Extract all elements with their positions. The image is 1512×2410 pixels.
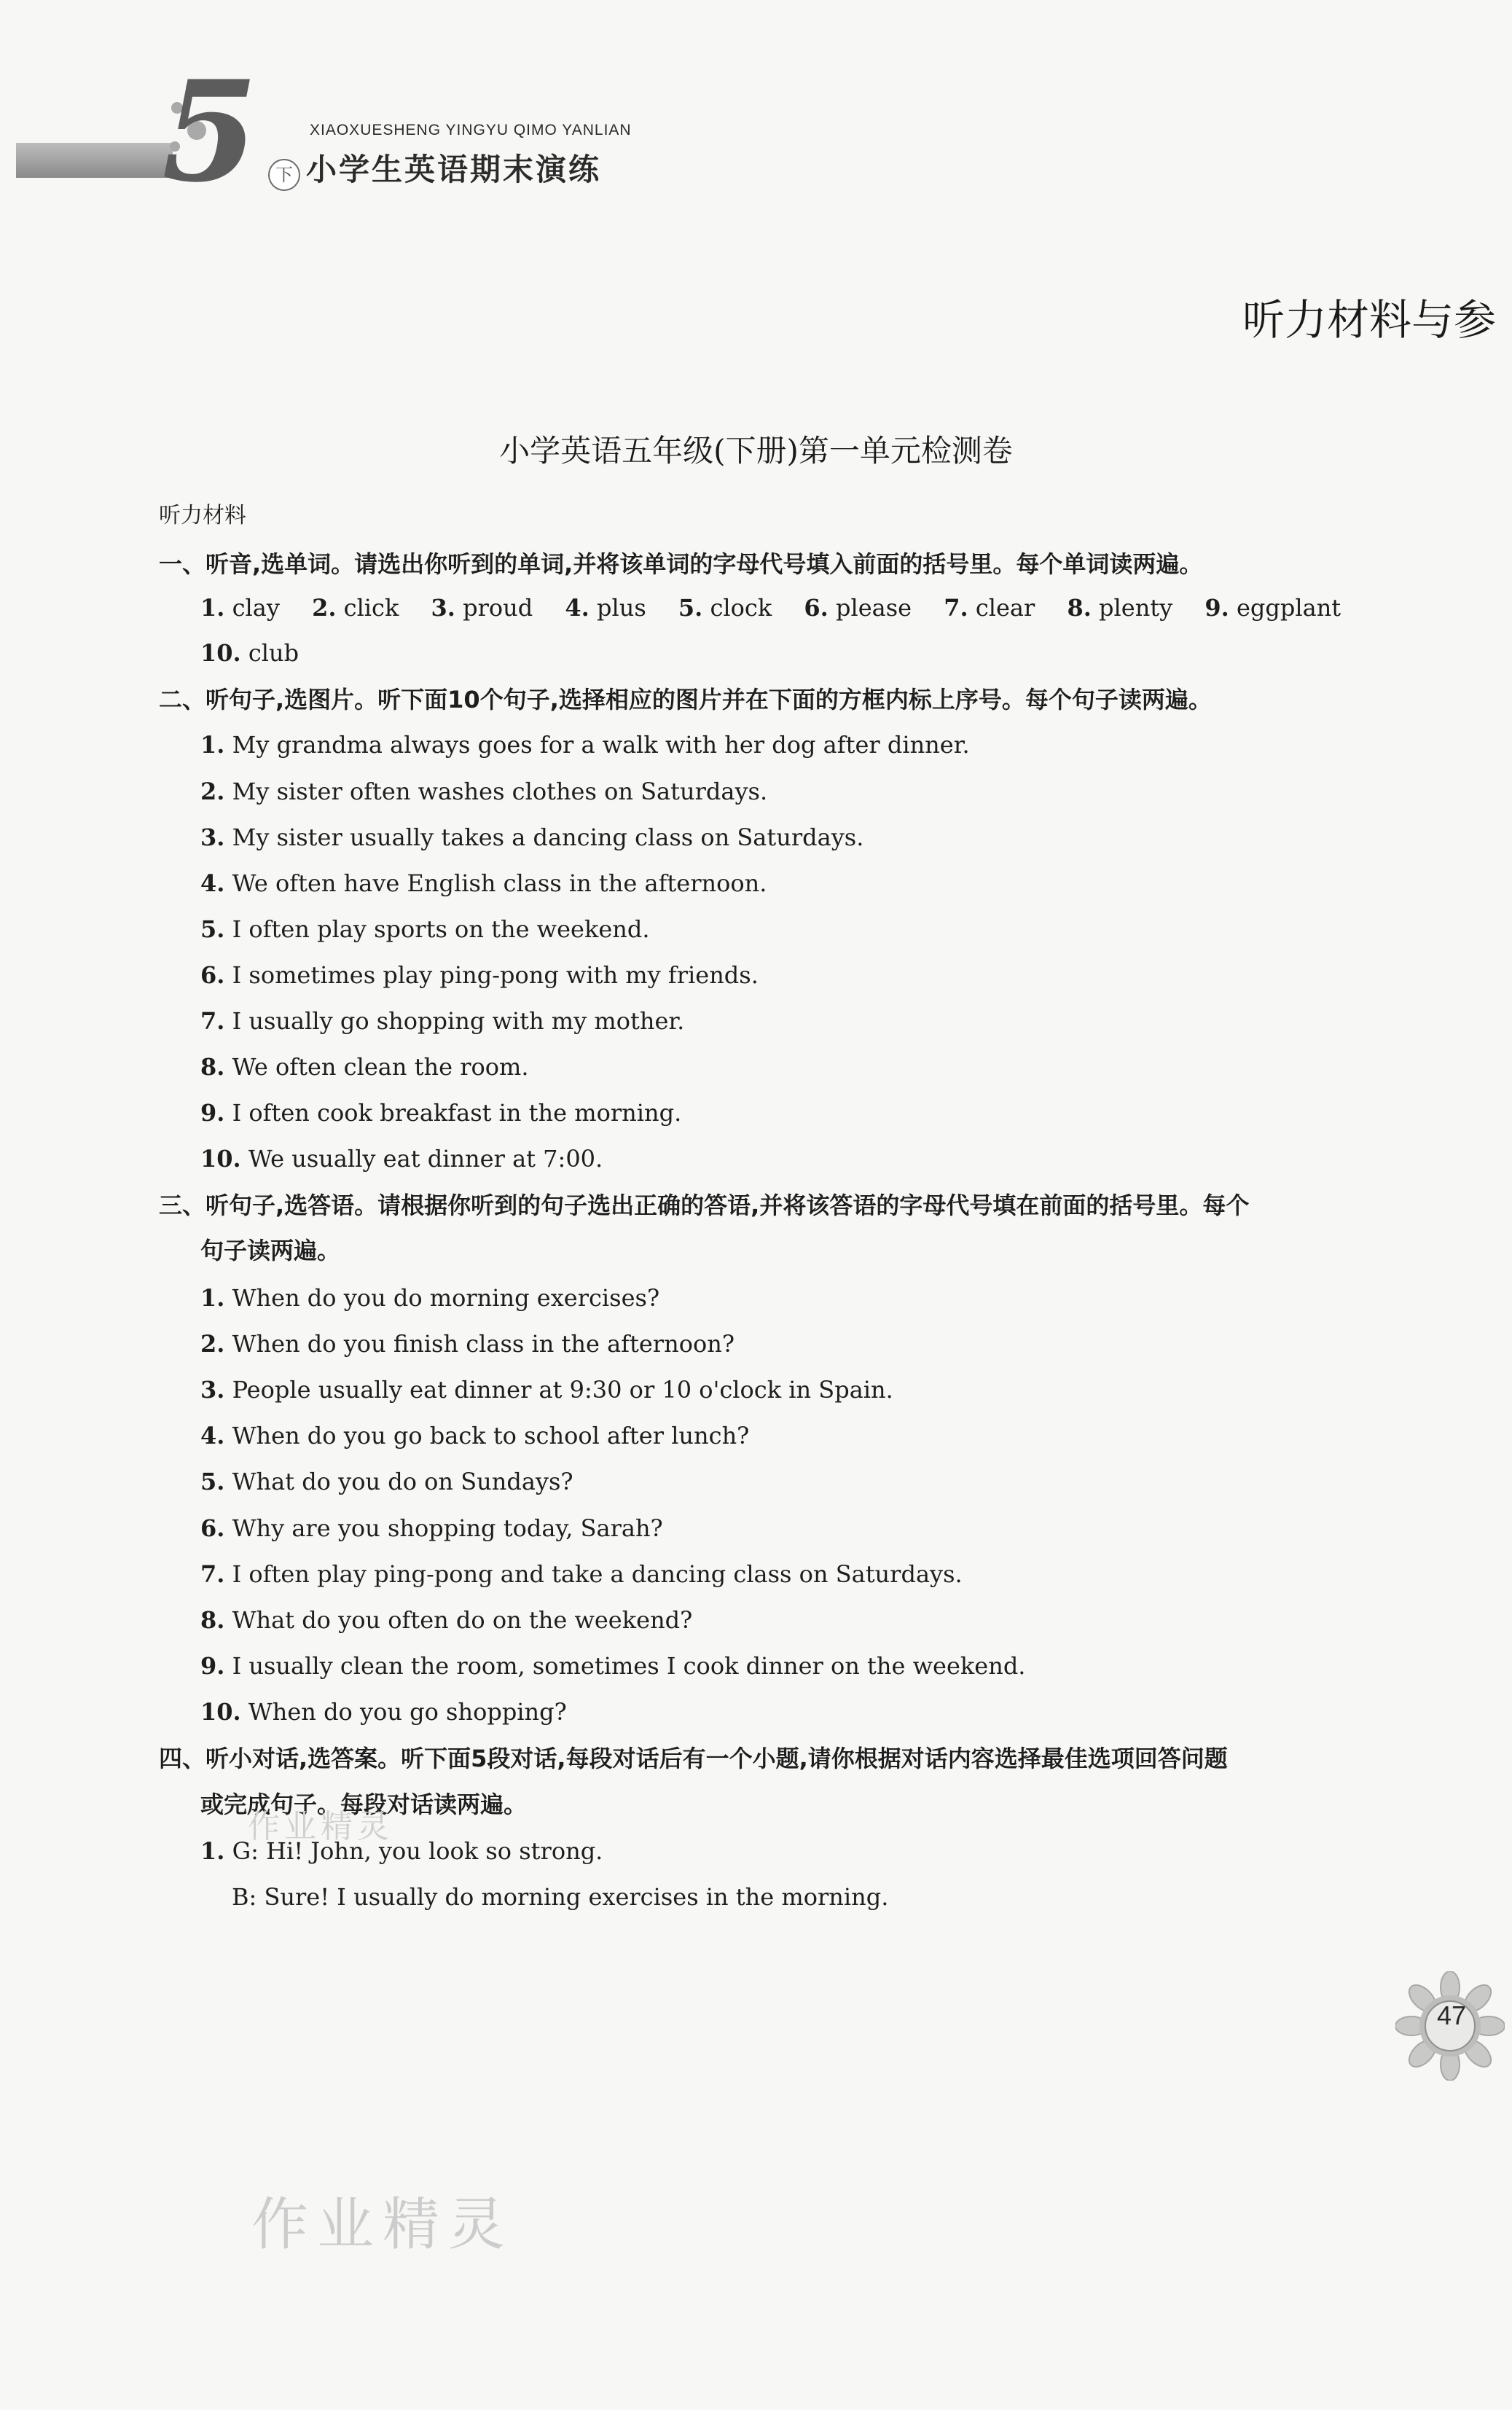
word-item: 1. clay <box>200 594 280 622</box>
list-item: 7. I usually go shopping with my mother. <box>200 1007 685 1035</box>
list-item: 3. People usually eat dinner at 9:30 or 10 o'clock in Spain. <box>200 1376 893 1404</box>
list-item: 1. My grandma always goes for a walk with her dog after dinner. <box>200 731 970 759</box>
part4-heading: 四、听小对话,选答案。听下面5段对话,每段对话后有一个小题,请你根据对话内容选择最佳选项回答问题 <box>159 1745 1228 1772</box>
page-number: 47 <box>1436 2000 1467 2030</box>
word-item: 10. club <box>200 639 299 667</box>
dialog-line: 1. G: Hi! John, you look so strong. <box>200 1837 603 1865</box>
part3-heading-cont: 句子读两遍。 <box>200 1237 341 1264</box>
word-item: 7. clear <box>944 594 1035 622</box>
list-item: 4. We often have English class in the afternoon. <box>200 869 767 897</box>
series-title: 小学生英语期末演练 <box>306 152 602 187</box>
list-item: 8. What do you often do on the weekend? <box>200 1606 693 1634</box>
word-list-row1 <box>200 593 1341 622</box>
list-item: 6. I sometimes play ping-pong with my friends. <box>200 961 759 989</box>
word-item: 6. please <box>804 594 912 622</box>
list-item: 5. I often play sports on the weekend. <box>200 915 650 943</box>
dialog-line: B: Sure! I usually do morning exercises in the morning. <box>232 1883 889 1911</box>
list-item: 3. My sister usually takes a dancing class on Saturdays. <box>200 823 864 851</box>
section-title: 听力材料与参 <box>1242 295 1497 345</box>
part4-heading-cont: 或完成句子。每段对话读两遍。 <box>200 1791 528 1818</box>
header-band <box>16 143 173 178</box>
word-item: 3. proud <box>431 594 533 622</box>
list-item: 4. When do you go back to school after lunch? <box>200 1422 750 1449</box>
part1-heading: 一、听音,选单词。请选出你听到的单词,并将该单词的字母代号填入前面的括号里。每个单词读两遍。 <box>159 550 1203 578</box>
word-item: 2. click <box>312 594 399 622</box>
part3-heading: 三、听句子,选答语。请根据你听到的句子选出正确的答语,并将该答语的字母代号填在前面的括号里。每个 <box>159 1192 1250 1219</box>
series-pinyin: XIAOXUESHENG YINGYU QIMO YANLIAN <box>310 122 632 138</box>
word-item: 5. clock <box>678 594 772 622</box>
word-item: 9. eggplant <box>1204 594 1341 622</box>
list-item: 8. We often clean the room. <box>200 1053 529 1081</box>
list-item: 6. Why are you shopping today, Sarah? <box>200 1514 663 1542</box>
list-item: 2. My sister often washes clothes on Saturdays. <box>200 778 768 805</box>
listening-label: 听力材料 <box>159 503 246 528</box>
list-item: 9. I often cook breakfast in the morning. <box>200 1099 682 1127</box>
part2-heading: 二、听句子,选图片。听下面10个句子,选择相应的图片并在下面的方框内标上序号。每个句子读两遍。 <box>159 686 1212 713</box>
list-item: 5. What do you do on Sundays? <box>200 1468 573 1495</box>
list-item: 2. When do you finish class in the afternoon? <box>200 1330 735 1358</box>
watermark-bottom: 作业精灵 <box>251 2192 514 2258</box>
list-item: 10. When do you go shopping? <box>200 1698 567 1726</box>
logo-number: 5 <box>162 50 259 213</box>
word-list-row2 <box>200 638 299 668</box>
list-item: 7. I often play ping-pong and take a dancing class on Saturdays. <box>200 1560 963 1588</box>
list-item: 9. I usually clean the room, sometimes I cook dinner on the weekend. <box>200 1652 1026 1680</box>
grade-badge: 下 <box>268 159 300 191</box>
doc-title: 小学英语五年级(下册)第一单元检测卷 <box>499 433 1013 469</box>
word-item: 8. plenty <box>1067 594 1173 622</box>
word-item: 4. plus <box>565 594 646 622</box>
watermark-top: 作业精灵 <box>248 1808 393 1845</box>
list-item: 1. When do you do morning exercises? <box>200 1284 660 1312</box>
list-item: 10. We usually eat dinner at 7:00. <box>200 1145 603 1173</box>
